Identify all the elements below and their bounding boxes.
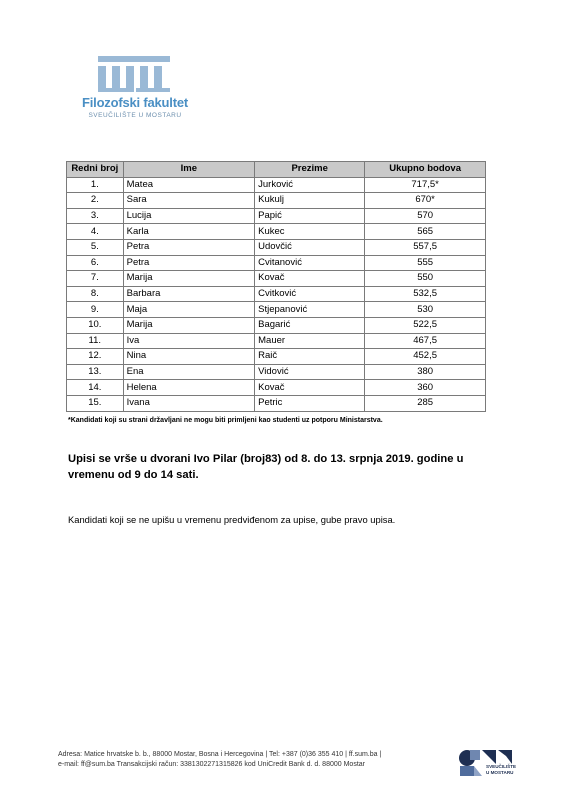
cell-points: 467,5 — [365, 333, 486, 349]
cell-surname: Cvitanović — [255, 255, 365, 271]
table-row — [67, 224, 486, 240]
cell-name: Karla — [123, 224, 255, 240]
cell-name: Nina — [123, 349, 255, 365]
cell-surname: Kovač — [255, 271, 365, 287]
enrollment-warning: Kandidati koji se ne upišu u vremenu predviđenom za upise, gube pravo upisa. — [68, 514, 396, 525]
cell-name: Barbara — [123, 286, 255, 302]
cell-surname: Cvitković — [255, 286, 365, 302]
header-points: Ukupno bodova — [365, 162, 486, 178]
enrollment-notice: Upisi se vrše u dvorani Ivo Pilar (broj83) od 8. do 13. srpnja 2019. godine u vremenu od 9 do 14 sati. — [68, 453, 464, 481]
cell-rank: 1. — [67, 177, 124, 193]
cell-points: 380 — [365, 364, 486, 380]
cell-name: Ena — [123, 364, 255, 380]
cell-name: Matea — [123, 177, 255, 193]
cell-rank: 9. — [67, 302, 124, 318]
cell-rank: 5. — [67, 239, 124, 255]
cell-name: Sara — [123, 193, 255, 209]
header-name: Ime — [123, 162, 255, 178]
cell-points: 285 — [365, 395, 486, 411]
footer-line-1: Adresa: Matice hrvatske b. b., 88000 Mostar, Bosna i Hercegovina | Tel: +387 (0)36 355 410 | ff.sum.ba | — [58, 751, 382, 758]
cell-surname: Vidović — [255, 364, 365, 380]
cell-name: Marija — [123, 317, 255, 333]
cell-points: 570 — [365, 208, 486, 224]
cell-points: 717,5* — [365, 177, 486, 193]
table-row — [67, 208, 486, 224]
cell-rank: 15. — [67, 395, 124, 411]
cell-points: 522,5 — [365, 317, 486, 333]
cell-surname: Mauer — [255, 333, 365, 349]
cell-surname: Kukec — [255, 224, 365, 240]
table-row — [67, 333, 486, 349]
cell-rank: 13. — [67, 364, 124, 380]
table-row — [67, 349, 486, 365]
table-row — [67, 364, 486, 380]
logo-label-line-1: SVEUČILIŠTE — [486, 764, 517, 769]
results-table — [66, 161, 486, 412]
table-header-row — [67, 162, 486, 178]
faculty-logo-mark — [96, 54, 172, 94]
table-row — [67, 286, 486, 302]
cell-rank: 4. — [67, 224, 124, 240]
cell-surname: Kukulj — [255, 193, 365, 209]
header-surname: Prezime — [255, 162, 365, 178]
cell-points: 557,5 — [365, 239, 486, 255]
cell-points: 360 — [365, 380, 486, 396]
footnote: *Kandidati koji su strani državljani ne mogu biti primljeni kao studenti uz potporu Ministarstva. — [68, 417, 383, 424]
table-row — [67, 193, 486, 209]
cell-points: 555 — [365, 255, 486, 271]
table-row — [67, 271, 486, 287]
cell-rank: 7. — [67, 271, 124, 287]
table-row — [67, 255, 486, 271]
cell-points: 532,5 — [365, 286, 486, 302]
university-logo-label — [486, 764, 516, 775]
university-name: SVEUČILIŠTE U MOSTARU — [88, 112, 182, 119]
cell-name: Maja — [123, 302, 255, 318]
footer-line-2: e-mail: ff@sum.ba Transakcijski račun: 3381302271315826 kod UniCredit Bank d. d. 88000 Mostar — [58, 761, 365, 768]
logo-label-line-2: U MOSTARU — [486, 769, 514, 775]
cell-name: Helena — [123, 380, 255, 396]
cell-surname: Udovčić — [255, 239, 365, 255]
cell-rank: 3. — [67, 208, 124, 224]
cell-points: 565 — [365, 224, 486, 240]
cell-points: 670* — [365, 193, 486, 209]
cell-points: 452,5 — [365, 349, 486, 365]
cell-name: Petra — [123, 239, 255, 255]
cell-rank: 12. — [67, 349, 124, 365]
cell-name: Iva — [123, 333, 255, 349]
cell-surname: Papić — [255, 208, 365, 224]
cell-rank: 10. — [67, 317, 124, 333]
cell-rank: 14. — [67, 380, 124, 396]
table-row — [67, 395, 486, 411]
header-rank: Redni broj — [67, 162, 124, 178]
faculty-name: Filozofski fakultet — [82, 95, 188, 110]
cell-name: Marija — [123, 271, 255, 287]
cell-surname: Bagarić — [255, 317, 365, 333]
cell-surname: Stjepanović — [255, 302, 365, 318]
table-row — [67, 239, 486, 255]
table-row — [67, 317, 486, 333]
cell-surname: Jurković — [255, 177, 365, 193]
cell-name: Lucija — [123, 208, 255, 224]
cell-rank: 11. — [67, 333, 124, 349]
cell-rank: 8. — [67, 286, 124, 302]
cell-surname: Raič — [255, 349, 365, 365]
cell-surname: Petric — [255, 395, 365, 411]
cell-points: 550 — [365, 271, 486, 287]
cell-surname: Kovač — [255, 380, 365, 396]
table-row — [67, 177, 486, 193]
cell-points: 530 — [365, 302, 486, 318]
table-row — [67, 380, 486, 396]
faculty-logo — [70, 50, 200, 130]
cell-name: Ivana — [123, 395, 255, 411]
cell-name: Petra — [123, 255, 255, 271]
cell-rank: 6. — [67, 255, 124, 271]
cell-rank: 2. — [67, 193, 124, 209]
footer-address — [58, 750, 381, 770]
university-logo — [456, 746, 516, 780]
table-row — [67, 302, 486, 318]
